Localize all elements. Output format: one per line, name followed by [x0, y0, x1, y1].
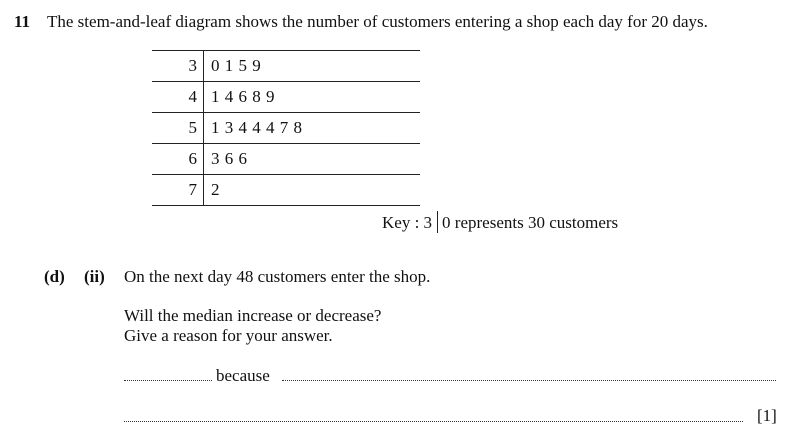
leaf-values: 0 1 5 9 — [211, 56, 262, 75]
stem-divider — [203, 82, 204, 112]
leaf-values: 1 3 4 4 4 7 8 — [211, 118, 303, 137]
key-prefix: Key : 3 — [382, 213, 433, 232]
stem-divider — [203, 144, 204, 174]
answer-blank-reason-continued[interactable] — [124, 421, 743, 422]
instruction-line-2: Give a reason for your answer. — [124, 326, 333, 345]
stem-and-leaf-diagram — [152, 50, 420, 206]
stem-divider — [203, 51, 204, 81]
stem-leaf-row — [152, 81, 420, 112]
question-text: The stem-and-leaf diagram shows the number of customers entering a shop each day for 20 days. — [47, 12, 708, 31]
stem-value: 4 — [188, 87, 197, 106]
stem-leaf-row — [152, 174, 420, 206]
key-suffix: 0 represents 30 customers — [442, 213, 619, 232]
marks-label: [1] — [757, 406, 777, 425]
stem-leaf-row — [152, 50, 420, 81]
stem-value: 3 — [188, 56, 197, 75]
stem-leaf-row — [152, 112, 420, 143]
part-label-ii: (ii) — [84, 267, 105, 286]
stem-leaf-row — [152, 143, 420, 174]
diagram-key — [382, 211, 618, 234]
part-label-d: (d) — [44, 267, 65, 286]
instruction-line-1: Will the median increase or decrease? — [124, 306, 382, 325]
because-label: because — [216, 366, 270, 385]
part-question-text: On the next day 48 customers enter the shop. — [124, 267, 431, 286]
key-divider — [437, 211, 438, 233]
stem-divider — [203, 175, 204, 205]
stem-value: 5 — [188, 118, 197, 137]
leaf-values: 2 — [211, 180, 220, 199]
stem-divider — [203, 113, 204, 143]
answer-blank-reason[interactable] — [282, 380, 776, 381]
stem-value: 6 — [188, 149, 197, 168]
leaf-values: 1 4 6 8 9 — [211, 87, 275, 106]
question-number: 11 — [14, 12, 31, 31]
leaf-values: 3 6 6 — [211, 149, 248, 168]
answer-blank-short[interactable] — [124, 380, 212, 381]
stem-value: 7 — [188, 180, 197, 199]
